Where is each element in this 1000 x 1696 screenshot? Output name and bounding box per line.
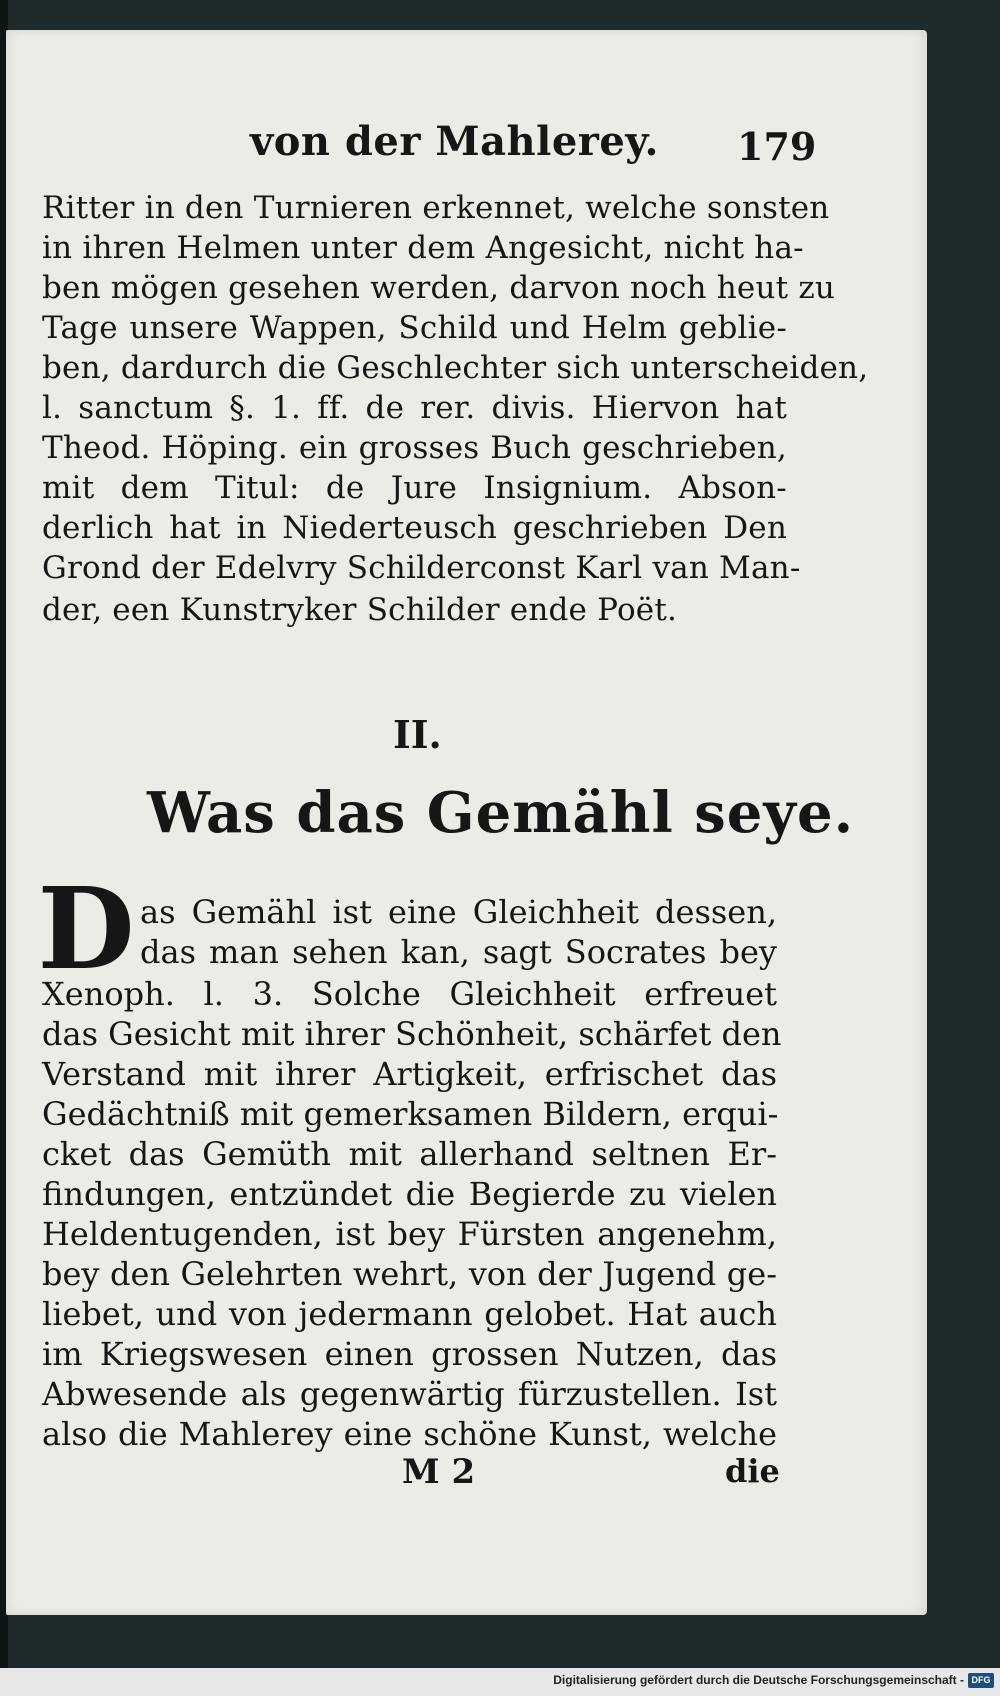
text-line: Grond der Edelvry Schilderconst Karl van Man- — [42, 550, 801, 586]
page-number: 179 — [737, 124, 817, 169]
text-line: ben mögen gesehen werden, darvon noch heut zu — [42, 270, 836, 306]
text-line: mit dem Titul: de Jure Insignium. Abson- — [42, 470, 787, 506]
text-line: Xenoph. l. 3. Solche Gleichheit erfreuet — [42, 975, 777, 1013]
signature-mark: M 2 — [402, 1452, 476, 1492]
dfg-logo: DFG — [968, 1673, 994, 1688]
text-line: das Gesicht mit ihrer Schönheit, schärfet den — [42, 1015, 782, 1053]
running-head: von der Mahlerey. — [250, 118, 659, 165]
chapter-title: Was das Gemähl seye. — [147, 780, 855, 846]
text-line: das man sehen kan, sagt Socrates bey — [140, 933, 777, 971]
text-line: cket das Gemüth mit allerhand seltnen Er- — [42, 1135, 777, 1173]
text-line: also die Mahlerey eine schöne Kunst, welche — [42, 1415, 777, 1453]
text-line: Heldentugenden, ist bey Fürsten angenehm, — [42, 1215, 777, 1253]
text-line: im Kriegswesen einen grossen Nutzen, das — [42, 1335, 777, 1373]
section-numeral: II. — [393, 712, 442, 757]
text-line: Ritter in den Turnieren erkennet, welche sonsten — [42, 190, 830, 226]
text-line: findungen, entzündet die Begierde zu vielen — [42, 1175, 777, 1213]
text-line: in ihren Helmen unter dem Angesicht, nicht ha- — [42, 230, 804, 266]
catchword: die — [725, 1452, 780, 1490]
text-line: ben, dardurch die Geschlechter sich unterscheiden, — [42, 350, 869, 386]
text-line: Abwesende als gegenwärtig fürzustellen. Ist — [42, 1375, 777, 1413]
digitization-footer — [0, 1668, 1000, 1696]
funding-credit: Digitalisierung gefördert durch die Deutsche Forschungsgemeinschaft - — [553, 1673, 964, 1687]
text-line: der, een Kunstryker Schilder ende Poët. — [42, 592, 678, 628]
text-line: derlich hat in Niederteusch geschrieben Den — [42, 510, 787, 546]
text-line: liebet, und von jedermann gelobet. Hat auch — [42, 1295, 777, 1333]
text-line: as Gemähl ist eine Gleichheit dessen, — [140, 893, 777, 931]
drop-cap-initial: D — [37, 864, 135, 995]
text-line: bey den Gelehrten wehrt, von der Jugend ge- — [42, 1255, 777, 1293]
text-line: Theod. Höping. ein grosses Buch geschrieben, — [42, 430, 787, 466]
text-line: l. sanctum §. 1. ff. de rer. divis. Hiervon hat — [42, 390, 787, 426]
text-line: Verstand mit ihrer Artigkeit, erfrischet das — [42, 1055, 777, 1093]
text-line: Gedächtniß mit gemerksamen Bildern, erqui- — [42, 1095, 779, 1133]
text-line: Tage unsere Wappen, Schild und Helm geblie- — [42, 310, 787, 346]
